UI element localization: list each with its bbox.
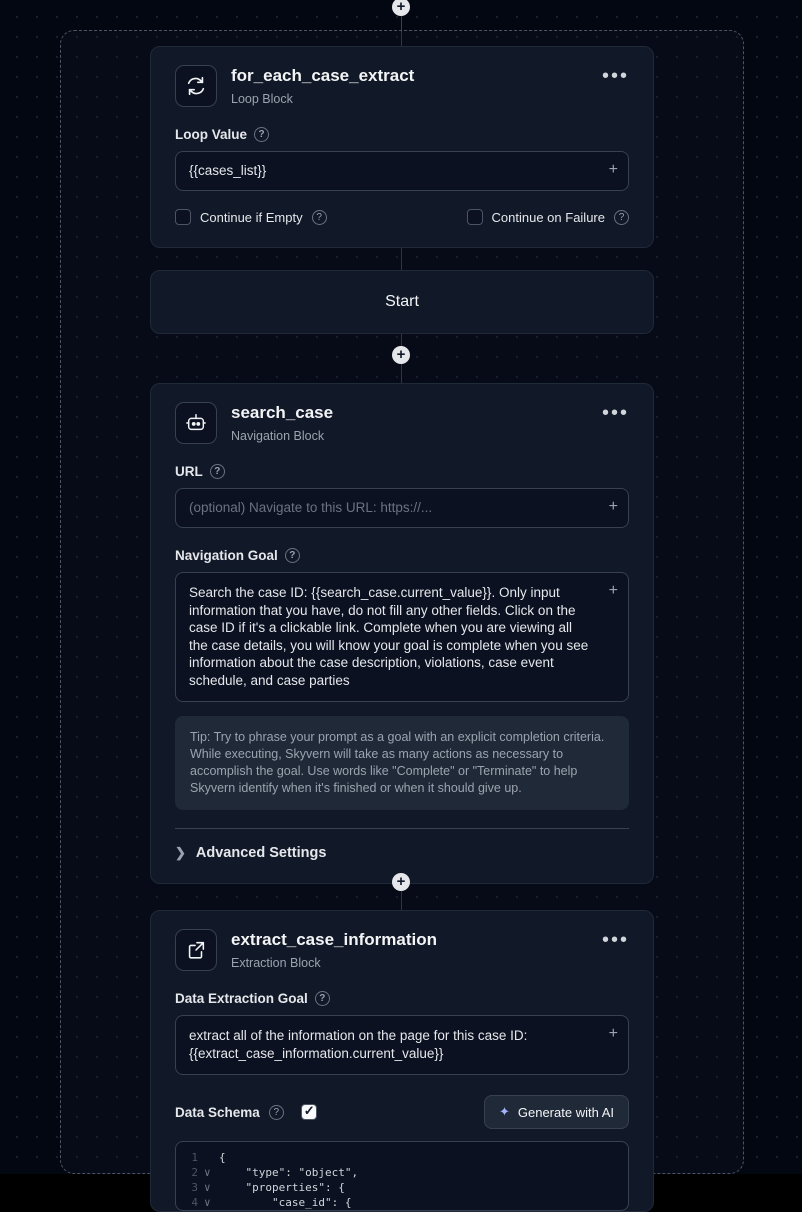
loop-options-row [175, 209, 629, 225]
url-label-row [175, 464, 629, 479]
loop-block-subtitle: Loop Block [231, 92, 293, 106]
data-schema-code-editor[interactable] [175, 1141, 629, 1211]
code-line [182, 1165, 618, 1180]
navigation-block-subtitle: Navigation Block [231, 429, 325, 443]
continue-on-failure-label: Continue on Failure [491, 209, 605, 225]
help-icon-navigation-goal[interactable]: ? [285, 548, 300, 563]
url-input[interactable] [175, 488, 629, 528]
navigation-block-menu-icon[interactable]: ••• [601, 402, 629, 424]
data-extraction-goal-label: Data Extraction Goal [175, 991, 308, 1006]
add-parameter-icon-loop-value[interactable]: + [608, 161, 618, 178]
start-block[interactable] [150, 270, 654, 334]
add-parameter-icon-navigation-goal[interactable]: + [608, 582, 618, 599]
help-icon-data-schema[interactable]: ? [269, 1105, 284, 1120]
data-extraction-goal-label-row [175, 991, 629, 1006]
url-label: URL [175, 464, 203, 479]
advanced-settings-label: Advanced Settings [195, 845, 327, 861]
navigation-block[interactable] [150, 383, 654, 884]
code-fold-icon[interactable]: ∨ [204, 1181, 211, 1194]
code-line [182, 1180, 618, 1195]
loop-block-header [175, 65, 629, 107]
generate-with-ai-button[interactable] [484, 1095, 629, 1129]
navigation-goal-text: Search the case ID: {{search_case.current_value}}. Only input information that you have, do not fill any other fields. Click on the case ID if it's a clickable link. Complete when you are viewing all the case details, you will know your goal is complete when you see information about the case description, violations, case event schedule, and case parties [189, 585, 589, 688]
loop-block-menu-icon[interactable]: ••• [601, 65, 629, 87]
extraction-block-header [175, 929, 629, 971]
extraction-block-title: extract_case_information [231, 930, 437, 949]
help-icon-continue-if-empty[interactable]: ? [312, 210, 327, 225]
code-line-number: 4 [191, 1196, 198, 1209]
loop-value-label: Loop Value [175, 127, 248, 142]
generate-with-ai-label: Generate with AI [517, 1104, 614, 1120]
navigation-goal-label-row [175, 548, 629, 563]
add-node-button-after-start[interactable]: + [392, 346, 410, 364]
data-extraction-goal-text: extract all of the information on the page for this case ID: {{extract_case_information.current_value}} [189, 1028, 528, 1061]
navigation-block-title: search_case [231, 403, 334, 422]
code-line [182, 1150, 618, 1165]
navigation-goal-label: Navigation Goal [175, 548, 278, 563]
add-node-button-top[interactable]: + [392, 0, 410, 16]
code-line-text: "case_id": { [219, 1196, 352, 1209]
code-line-number: 3 [191, 1181, 198, 1194]
help-icon-url[interactable]: ? [210, 464, 225, 479]
navigation-block-header [175, 402, 629, 444]
data-schema-label: Data Schema [175, 1104, 260, 1120]
data-extraction-goal-input[interactable] [175, 1015, 629, 1075]
code-fold-icon[interactable]: ∨ [204, 1196, 211, 1209]
code-line-number: 2 [191, 1166, 198, 1179]
add-parameter-icon-data-extraction-goal[interactable]: + [608, 1025, 618, 1042]
loop-value-input[interactable] [175, 151, 629, 191]
code-line-text: "properties": { [219, 1181, 345, 1194]
code-line-text: "type": "object", [219, 1166, 359, 1179]
wand-icon: ✦ [498, 1104, 510, 1119]
robot-icon [175, 402, 217, 444]
extraction-block[interactable] [150, 910, 654, 1212]
add-node-button-after-navigation[interactable]: + [392, 873, 410, 891]
code-line-number: 1 [191, 1151, 198, 1164]
navigation-tip: Tip: Try to phrase your prompt as a goal with an explicit completion criteria. While executing, Skyvern will take as many actions as necessary to accomplish the goal. Use words like "Complete" or "Terminate" to help Skyvern identify when it's finished or when it should give up. [175, 716, 629, 810]
chevron-right-icon: ❯ [175, 845, 186, 860]
loop-block[interactable] [150, 46, 654, 248]
help-icon-data-extraction-goal[interactable]: ? [315, 991, 330, 1006]
continue-on-failure-checkbox[interactable] [467, 209, 483, 225]
loop-value-text: {{cases_list}} [189, 163, 267, 178]
help-icon-loop-value[interactable]: ? [254, 127, 269, 142]
continue-if-empty-checkbox[interactable] [175, 209, 191, 225]
help-icon-continue-on-failure[interactable]: ? [614, 210, 629, 225]
code-fold-icon[interactable]: ∨ [204, 1166, 211, 1179]
data-schema-row [175, 1095, 629, 1129]
loop-block-title: for_each_case_extract [231, 66, 415, 85]
continue-on-failure-group[interactable] [467, 209, 629, 225]
extract-icon [175, 929, 217, 971]
code-line-text: { [219, 1151, 226, 1164]
code-line [182, 1195, 618, 1210]
data-schema-group[interactable] [175, 1104, 317, 1120]
url-placeholder-text: (optional) Navigate to this URL: https://... [189, 500, 433, 515]
continue-if-empty-group[interactable] [175, 209, 327, 225]
start-block-label: Start [385, 293, 419, 310]
loop-value-label-row [175, 127, 629, 142]
section-divider [175, 828, 629, 829]
add-parameter-icon-url[interactable]: + [608, 498, 618, 515]
extraction-block-menu-icon[interactable]: ••• [601, 929, 629, 951]
code-fold-icon[interactable] [204, 1150, 213, 1165]
loop-icon [175, 65, 217, 107]
navigation-goal-input[interactable] [175, 572, 629, 702]
data-schema-checkbox[interactable] [301, 1104, 317, 1120]
advanced-settings-toggle[interactable] [175, 845, 629, 861]
continue-if-empty-label: Continue if Empty [200, 209, 303, 225]
extraction-block-subtitle: Extraction Block [231, 956, 321, 970]
